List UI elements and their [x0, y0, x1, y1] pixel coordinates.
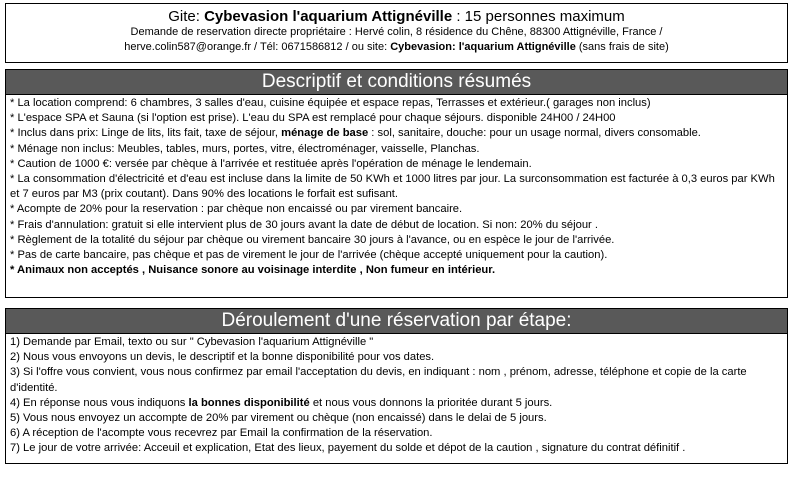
owner-contact-line: Demande de reservation directe propriétaire : Hervé colin, 8 résidence du Chêne, 88300 Attignéville, France /	[130, 26, 663, 38]
step-item: 3) Si l'offre vous convient, vous nous confirmez par email l'acceptation du devis, en indiquant : nom , prénom, adresse, téléphone et copie de la carte d'identité.	[10, 366, 747, 394]
condition-item: * La location comprend: 6 chambres, 3 salles d'eau, cuisine équipée et espace repas, Terrasses et extérieur.( garages non inclus)	[10, 97, 651, 109]
condition-item: * Pas de carte bancaire, pas chèque et pas de virement le jour de l'arrivée (chèque accepté uniquement pour la caution).	[10, 249, 608, 262]
condition-item: * Animaux non acceptés , Nuisance sonore au voisinage interdite , Non fumeur en intérieur.	[10, 264, 496, 277]
condition-item: * Ménage non inclus: Meubles, tables, murs, portes, vitre, électroménager, vaisselle, Planchas.	[10, 142, 480, 155]
step-item: 7) Le jour de votre arrivée: Acceuil et explication, Etat des lieux, payement du solde et dépot de la caution , signature du contrat définitif .	[10, 442, 686, 455]
condition-item: * Règlement de la totalité du séjour par chèque ou virement bancaire 30 jours à l'avance, ou en espèce le jour de l'arrivée.	[10, 233, 615, 246]
conditions-list	[5, 94, 788, 298]
step-text: 4) En réponse nous vous indiquons	[10, 396, 189, 409]
contact-site-line	[6, 40, 787, 55]
condition-item: * Caution de 1000 €: versée par chèque à l'arrivée et restituée après l'opération de ménage le lendemain.	[10, 157, 532, 170]
condition-item: * Frais d'annulation: gratuit si elle intervient plus de 30 jours avant la date de début de location. Si non: 20% du séjour .	[10, 218, 598, 231]
condition-text: * Inclus dans prix: Linge de lits, lits fait, taxe de séjour,	[10, 127, 282, 140]
header-box	[5, 3, 788, 63]
step-emphasis: la bonnes disponibilité	[188, 396, 310, 409]
condition-item: * La consommation d'électricité et d'eau est incluse dans la limite de 50 KWh et 1000 litres par jour. La surconsommation est facturée à 0,3 euros par KWh et 7 euros par M3 (prix coutant). Dans 90% des locations le forfait est sufisant.	[10, 173, 775, 201]
conditions-section-title: Descriptif et conditions résumés	[5, 69, 788, 94]
site-name: Cybevasion: l'aquarium Attignéville	[390, 41, 576, 53]
condition-text: : sol, sanitaire, douche: pour un usage normal, divers consomable.	[368, 127, 701, 140]
gite-label: Gite:	[168, 8, 205, 25]
step-item: 6) A réception de l'acompte vous recevrez par Email la confirmation de la réservation.	[10, 427, 433, 440]
condition-item: * Acompte de 20% pour la reservation : par chèque non encaissé ou par virement bancaire.	[10, 203, 463, 216]
step-text: et nous vous donnons la prioritée durant 5 jours.	[309, 396, 553, 409]
steps-section-title: Déroulement d'une réservation par étape:	[5, 308, 788, 333]
condition-emphasis: ménage de base	[281, 127, 369, 140]
steps-list	[5, 333, 788, 464]
step-item: 5) Vous nous envoyez un accompte de 20% par virement ou chèque (non encaissé) dans le delai de 5 jours.	[10, 412, 547, 425]
email-phone-text: herve.colin587@orange.fr / Tél: 0671586812 / ou site:	[124, 41, 391, 53]
condition-item: * L'espace SPA et Sauna (si l'option est prise). L'eau du SPA est remplacé pour chaque séjours. disponible 24H00 / 24H00	[10, 112, 616, 125]
step-item	[10, 396, 783, 411]
gite-name: Cybevasion l'aquarium Attignéville	[204, 8, 453, 25]
header-title	[6, 8, 787, 25]
capacity-text: : 15 personnes maximum	[452, 8, 625, 25]
step-item: 2) Nous vous envoyons un devis, le descriptif et la bonne disponibilité pour vos dates.	[10, 351, 435, 364]
document-page	[5, 3, 788, 464]
step-item: 1) Demande par Email, texto ou sur " Cybevasion l'aquarium Attignéville "	[10, 336, 374, 348]
site-note: (sans frais de site)	[575, 41, 669, 53]
condition-item	[10, 126, 783, 141]
